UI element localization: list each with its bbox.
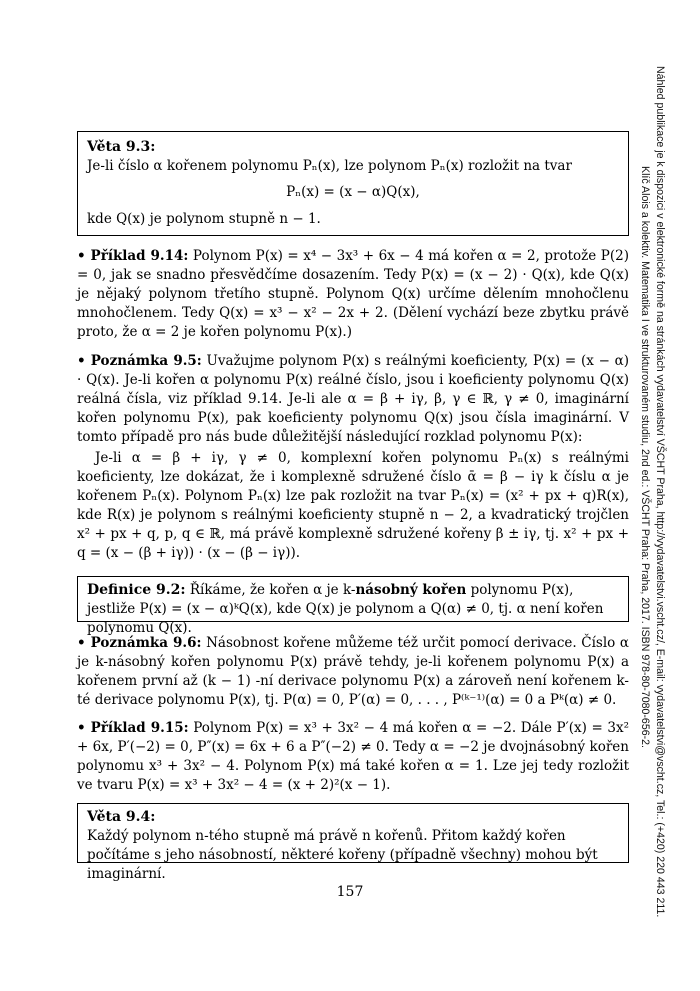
note-text-continued: Je-li α = β + iγ, γ ≠ 0, komplexní kořen polynomu Pₙ(x) s reálnými koeficienty, lze dokázat, že i komplexně sdružené číslo ᾱ = β − iγ k číslu α je kořenem Pₙ(x). Polynom Pₙ(x) lze pak rozložit na tvar Pₙ(x) = (x² + px + q)R(x), kde R(x) je polynom s reálnými koeficienty stupně n − 2, a kvadratický trojčlen x² + px + q, p, q ∈ ℝ, má právě komplexně sdružené kořeny β ± iγ, tj. x² + px + q = (x − (β + iγ)) · (x − (β − iγ)). [77, 450, 629, 561]
theorem-text: Každý polynom n-tého stupně má právě n kořenů. Přitom každý kořen počítáme s jeho násobností, některé kořeny (případně všechny) mohou být imaginární. [87, 828, 598, 882]
theorem-formula: Pₙ(x) = (x − α)Q(x), [286, 184, 420, 200]
sidebar-line: Náhled publikace je k dispozici v elektronické formě na stránkách vydavatelství VŠCHT Praha, http://vydavatelstvi.vscht.cz/, E-mail: vydavatelstvi@vscht.cz, Tel.: (+420) 220 443 211. [654, 66, 666, 918]
note-heading: • Poznámka 9.6: [77, 635, 202, 651]
theorem-9-3-box [77, 131, 629, 236]
definition-9-2-box [77, 576, 629, 636]
theorem-text: kde Q(x) je polynom stupně n − 1. [87, 211, 321, 227]
theorem-text: Je-li číslo α kořenem polynomu Pₙ(x), lze polynom Pₙ(x) rozložit na tvar [87, 158, 572, 174]
theorem-heading: Věta 9.3: [87, 139, 156, 155]
definition-text: Říkáme, že kořen α je k- [189, 582, 356, 598]
page-number: 157 [336, 884, 364, 900]
definition-text: polynomu P(x), jestliže P(x) = (x − α)ᵏQ(x), kde Q(x) je polynom a Q(α) ≠ 0, tj. α není kořen polynomu Q(x). [87, 582, 604, 636]
example-9-15 [77, 719, 629, 795]
example-text: Polynom P(x) = x⁴ − 3x³ + 6x − 4 má kořen α = 2, protože P(2) = 0, jak se snadno přesvědčíme dosazením. Tedy P(x) = (x − 2) · Q(x), kde Q(x) je nějaký polynom třetího stupně. Polynom Q(x) určíme dělením mnohočlenu mnohočlenem. Tedy Q(x) = x³ − x² − 2x + 2. (Dělení vychází beze zbytku právě proto, že α = 2 je kořen polynomu P(x).) [77, 248, 629, 340]
sidebar-line: Klíč Alois a kolektiv. Matematika I ve strukturovaném studiu, 2nd ed.: VŠCHT Praha: Praha, 2017. ISBN 978-80-7080-656-2. [639, 166, 651, 748]
example-text: Polynom P(x) = x³ + 3x² − 4 má kořen α = −2. Dále P′(x) = 3x² + 6x, P′(−2) = 0, P″(x) = 6x + 6 a P″(−2) ≠ 0. Tedy α = −2 je dvojnásobný kořen polynomu x³ + 3x² − 4. Polynom P(x) má také kořen α = 1. Lze jej tedy rozložit ve tvaru P(x) = x³ + 3x² − 4 = (x + 2)²(x − 1). [77, 720, 630, 793]
theorem-9-4-box [77, 803, 629, 882]
example-heading: • Příklad 9.15: [77, 720, 189, 736]
note-text: Násobnost kořene můžeme též určit pomocí derivace. Číslo α je k-násobný kořen polynomu P(x) právě tehdy, je-li kořenem polynomu P(x) a kořenem první až (k − 1) -ní derivace polynomu P(x) a zároveň není kořenem k-té derivace polynomu P(x), tj. P(α) = 0, P′(α) = 0, . . . , P⁽ᵏ⁻¹⁾(α) = 0 a Pᵏ(α) ≠ 0. [77, 635, 630, 708]
example-heading: • Příklad 9.14: [77, 248, 189, 264]
note-9-5 [77, 352, 629, 563]
note-heading: • Poznámka 9.5: [77, 353, 202, 369]
theorem-heading: Věta 9.4: [87, 809, 156, 825]
example-9-14 [77, 247, 629, 342]
publisher-sidebar [637, 66, 667, 926]
definition-term: násobný kořen [355, 582, 467, 598]
note-text: Uvažujme polynom P(x) s reálnými koeficienty, P(x) = (x − α) · Q(x). Je-li kořen α polynomu P(x) reálné číslo, jsou i koeficienty polynomu Q(x) reálná čísla, viz příklad 9.14. Je-li ale α = β + iγ, β, γ ∈ ℝ, γ ≠ 0, imaginární kořen polynomu P(x), pak koeficienty polynomu Q(x) jsou čísla imaginární. V tomto případě pro nás bude důležitější následující rozklad polynomu P(x): [77, 353, 630, 445]
note-9-6 [77, 634, 629, 710]
definition-heading: Definice 9.2: [87, 582, 186, 598]
